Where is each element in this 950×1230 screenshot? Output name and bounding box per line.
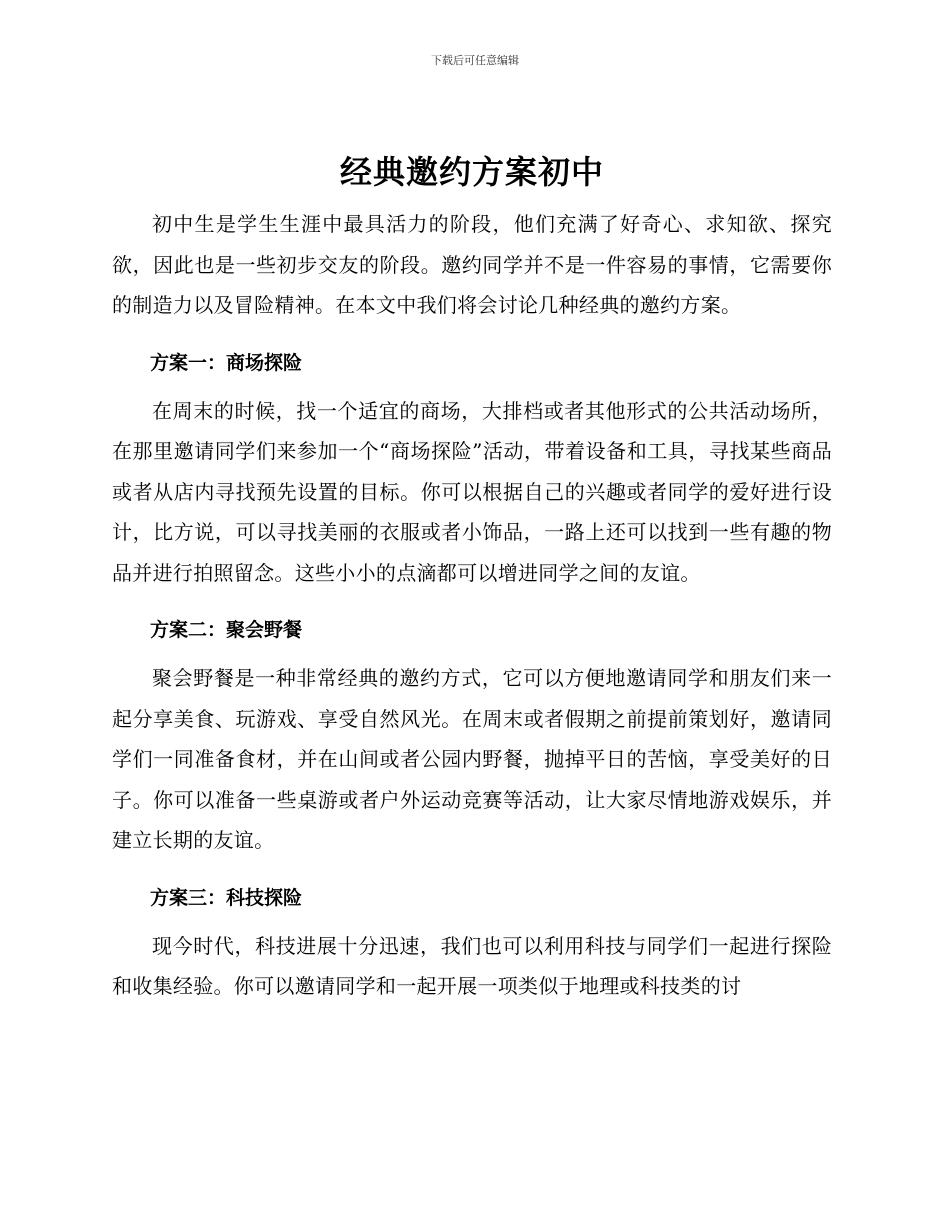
- section-paragraph: 现今时代，科技进展十分迅速，我们也可以利用科技与同学们一起进行探险和收集经验。你可以邀请同学和一起开展一项类似于地理或科技类的讨: [112, 933, 832, 998]
- section-paragraph: 在周末的时候，找一个适宜的商场，大排档或者其他形式的公共活动场所，在那里邀请同学们来参加一个“商场探险”活动，带着设备和工具，寻找某些商品或者从店内寻找预先设置的目标。你可以根据自己的兴趣或者同学的爱好进行设计，比方说，可以寻找美丽的衣服或者小饰品，一路上还可以找到一些有趣的物品并进行拍照留念。这些小小的点滴都可以增进同学之间的友谊。: [112, 398, 832, 585]
- document-title: 经典邀约方案初中: [339, 153, 604, 191]
- section-heading: 方案一：商场探险: [150, 351, 303, 374]
- document-body: [112, 150, 832, 1007]
- intro-paragraph: 初中生是学生生涯中最具活力的阶段，他们充满了好奇心、求知欲、探究欲，因此也是一些初步交友的阶段。邀约同学并不是一件容易的事情，它需要你的制造力以及冒险精神。在本文中我们将会讨论几种经典的邀约方案。: [112, 212, 832, 317]
- section-heading: 方案二：聚会野餐: [150, 619, 303, 641]
- section-heading: 方案三：科技探险: [150, 886, 303, 909]
- page-header-note: 下载后可任意编辑: [431, 54, 519, 67]
- section-paragraph: 聚会野餐是一种非常经典的邀约方式，它可以方便地邀请同学和朋友们来一起分享美食、玩游戏、享受自然风光。在周末或者假期之前提前策划好，邀请同学们一同准备食材，并在山间或者公园内野餐，抛掉平日的苦恼，享受美好的日子。你可以准备一些桌游或者户外运动竞赛等活动，让大家尽情地游戏娱乐，并建立长期的友谊。: [112, 666, 832, 852]
- section-2: [112, 615, 832, 861]
- section-1: [112, 348, 832, 594]
- section-3: [112, 883, 832, 1007]
